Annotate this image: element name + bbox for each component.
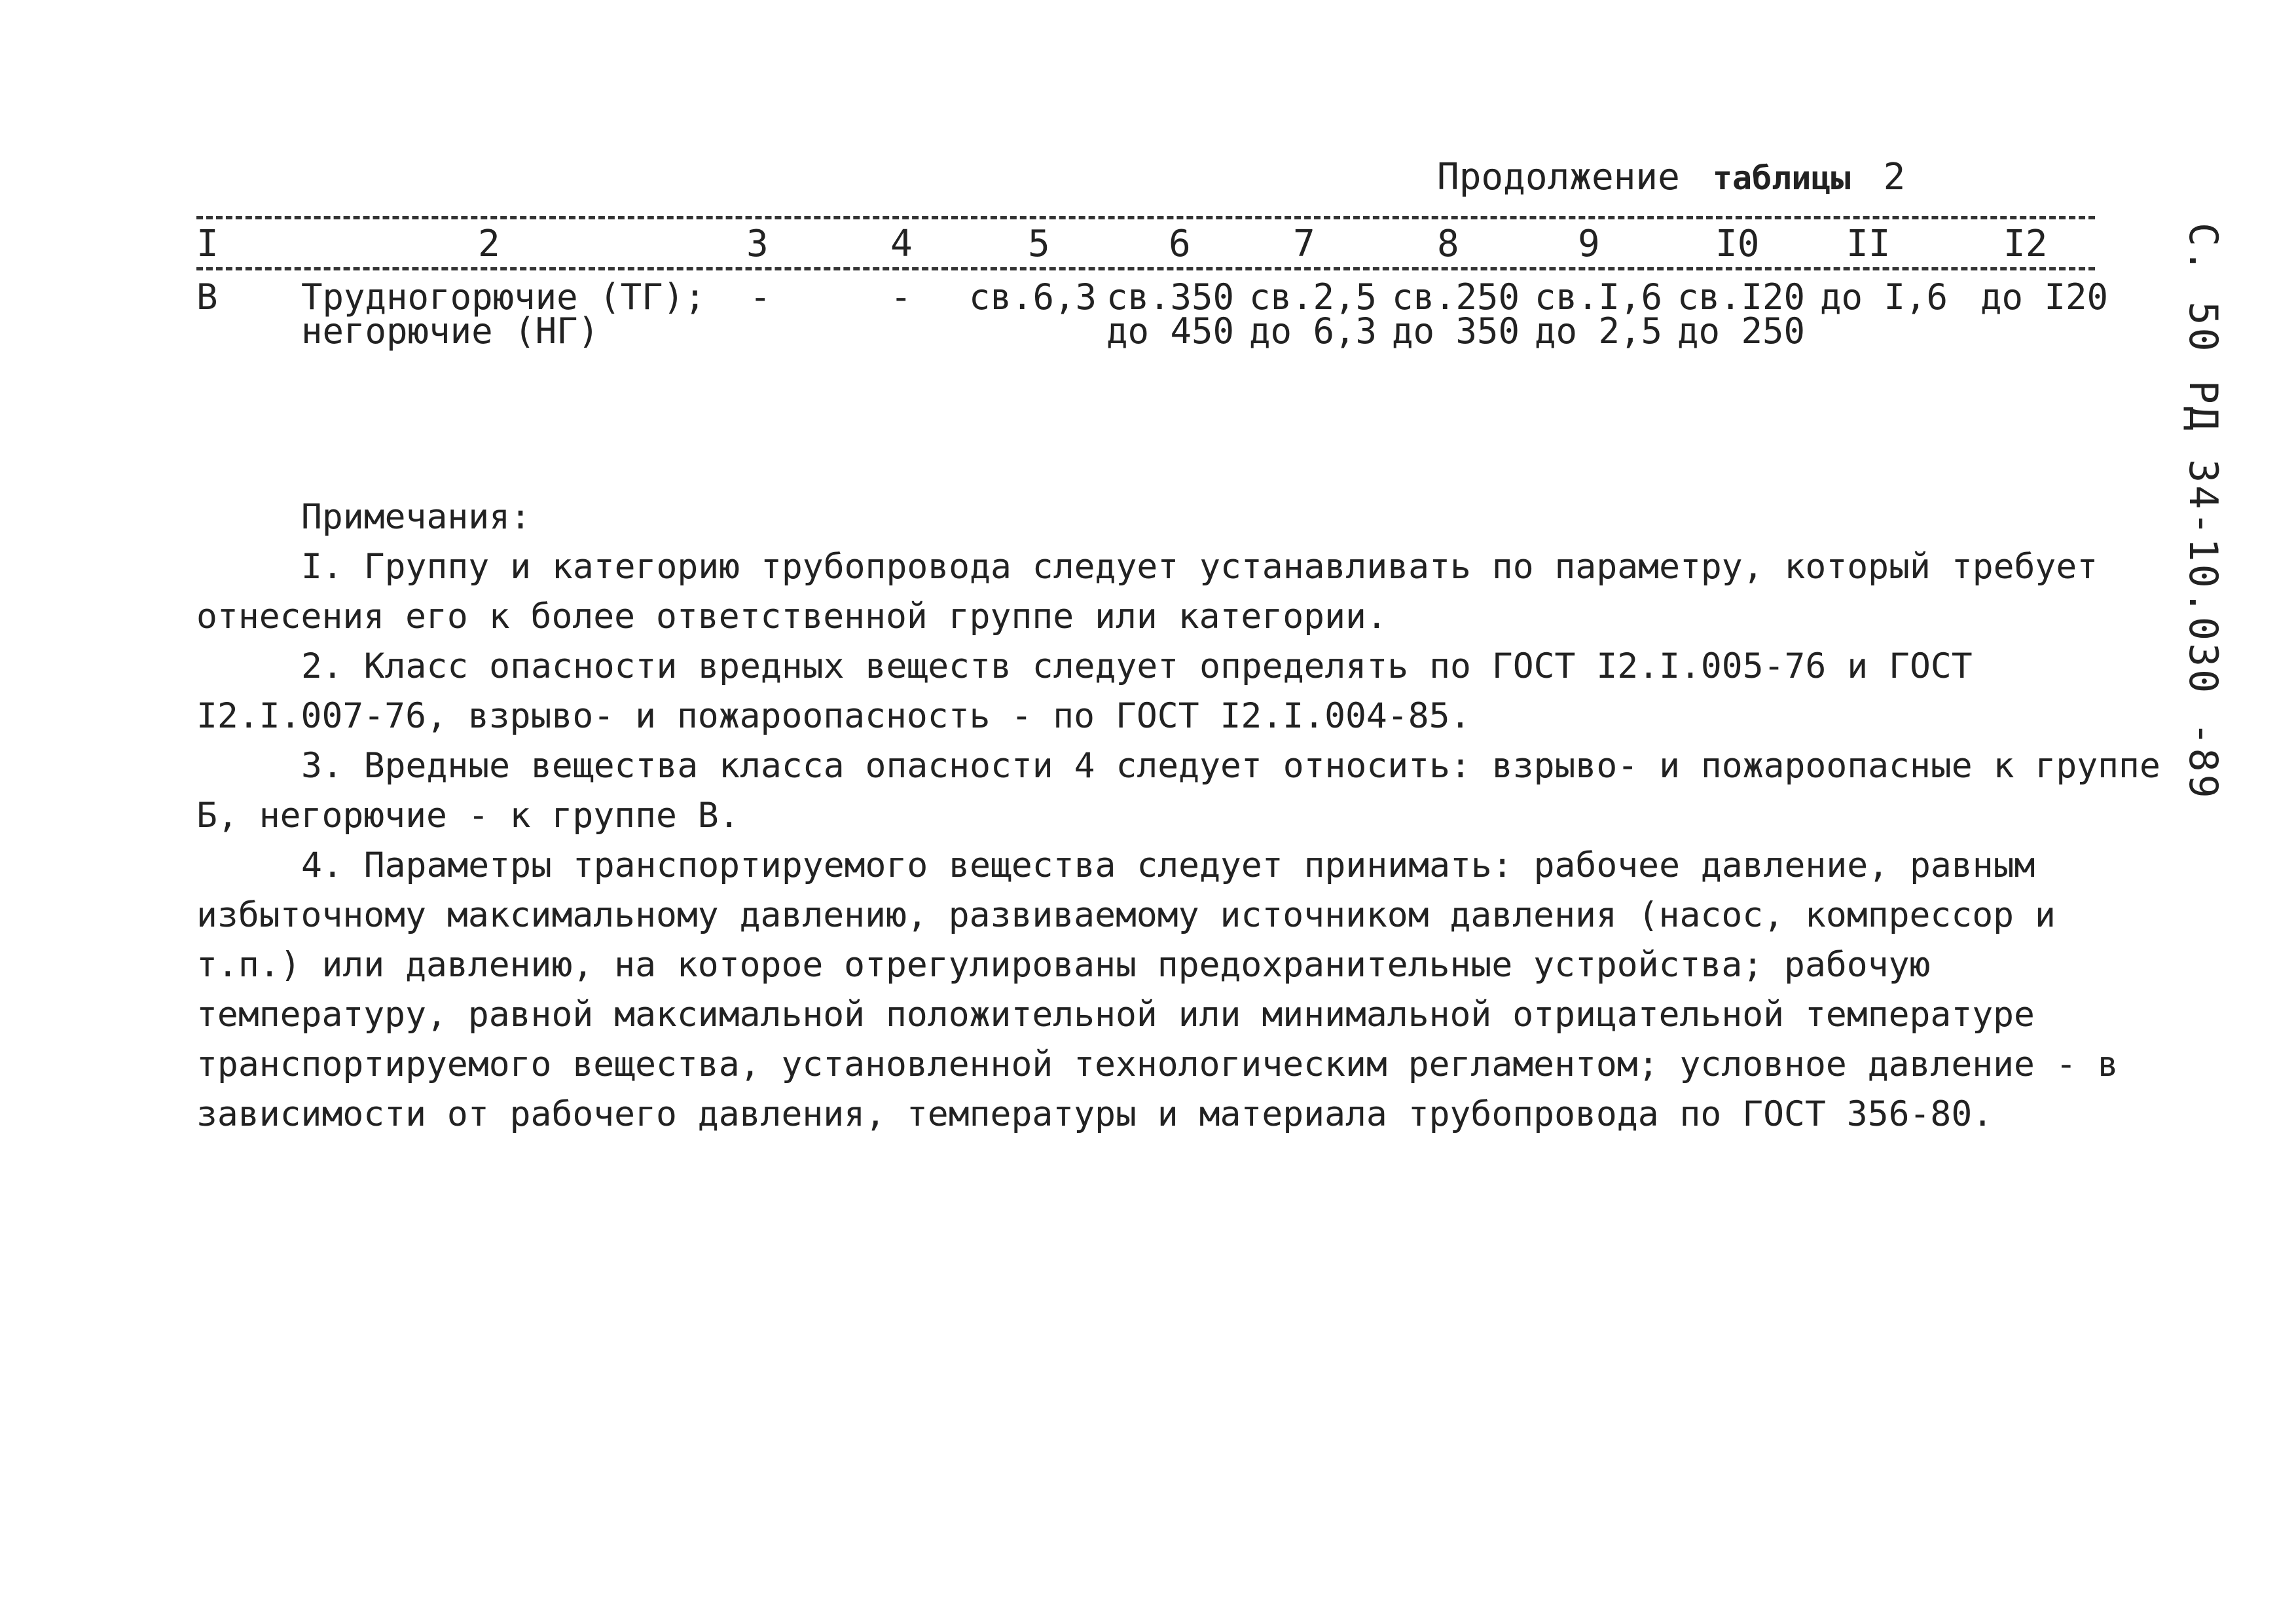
cell-col10-line1: св.I20 [1677, 276, 1806, 318]
notes-section [196, 492, 2174, 1139]
cell-col6-line2: до 450 [1106, 310, 1235, 352]
column-header-3: 3 [746, 223, 769, 265]
cell-col6-line1: св.350 [1106, 276, 1235, 318]
column-header-7: 7 [1293, 223, 1315, 265]
cell-substance-line1: Трудногорючие (ТГ); [301, 276, 706, 318]
cell-col4: - [890, 276, 912, 318]
cell-col8-line2: до 350 [1392, 310, 1520, 352]
column-header-2: 2 [478, 223, 500, 265]
cell-col9-line1: св.I,6 [1535, 276, 1663, 318]
note-item-3: 3. Вредные вещества класса опасности 4 следует относить: взрыво- и пожароопасные к группе Б, негорючие - к группе В. [196, 746, 2160, 836]
column-header-8: 8 [1437, 223, 1459, 265]
table-continuation-caption [1437, 156, 1905, 198]
cell-substance-line2: негорючие (НГ) [301, 310, 600, 352]
cell-col8-line1: св.250 [1392, 276, 1520, 318]
column-header-6: 6 [1169, 223, 1191, 265]
table-top-rule [196, 216, 2095, 219]
caption-text: Продолжение [1437, 156, 1680, 198]
note-item-2: 2. Класс опасности вредных веществ следует определять по ГОСТ I2.I.005-76 и ГОСТ I2.I.007-76, взрыво- и пожароопасность - по ГОСТ I2.I.004-85. [196, 646, 1973, 736]
column-header-5: 5 [1028, 223, 1050, 265]
note-item-4: 4. Параметры транспортируемого вещества следует принимать: рабочее давление, равным избыточному максимальному давлению, развиваемому источником давления (насос, компрессор и т.п.) или давлению, на которое отрегулированы предохранительные устройства; рабочую температуру, равной максимальной положительной или минимальной отрицательной температуре транспортируемого вещества, установленной технологическим регламентом; условное давление - в зависимости от рабочего давления, температуры и материала трубопровода по ГОСТ 356-80. [196, 845, 2119, 1134]
cell-col3: - [750, 276, 771, 318]
cell-col7-line2: до 6,3 [1249, 310, 1377, 352]
document-code: С. 50 РД 34-10.030 -89 [2180, 223, 2226, 801]
cell-col5: св.6,3 [969, 276, 1097, 318]
column-header-4: 4 [890, 223, 913, 265]
caption-number: 2 [1883, 156, 1906, 198]
cell-col9-line2: до 2,5 [1535, 310, 1663, 352]
cell-col11: до I,6 [1820, 276, 1948, 318]
column-header-11: II [1846, 223, 1891, 265]
cell-col7-line1: св.2,5 [1249, 276, 1377, 318]
cell-col12: до I20 [1980, 276, 2109, 318]
page-side-code [2167, 223, 2232, 801]
note-item-1: I. Группу и категорию трубопровода следует устанавливать по параметру, который требует отнесения его к более ответственной группе или категории. [196, 547, 2098, 637]
notes-title: Примечания: [301, 497, 531, 537]
column-header-12: I2 [2003, 223, 2048, 265]
column-header-9: 9 [1578, 223, 1600, 265]
column-header-1: I [196, 223, 219, 265]
caption-word: таблицы [1712, 159, 1851, 197]
cell-group: В [196, 276, 218, 318]
column-header-10: I0 [1715, 223, 1760, 265]
cell-col10-line2: до 250 [1677, 310, 1806, 352]
table-header-rule [196, 267, 2095, 270]
